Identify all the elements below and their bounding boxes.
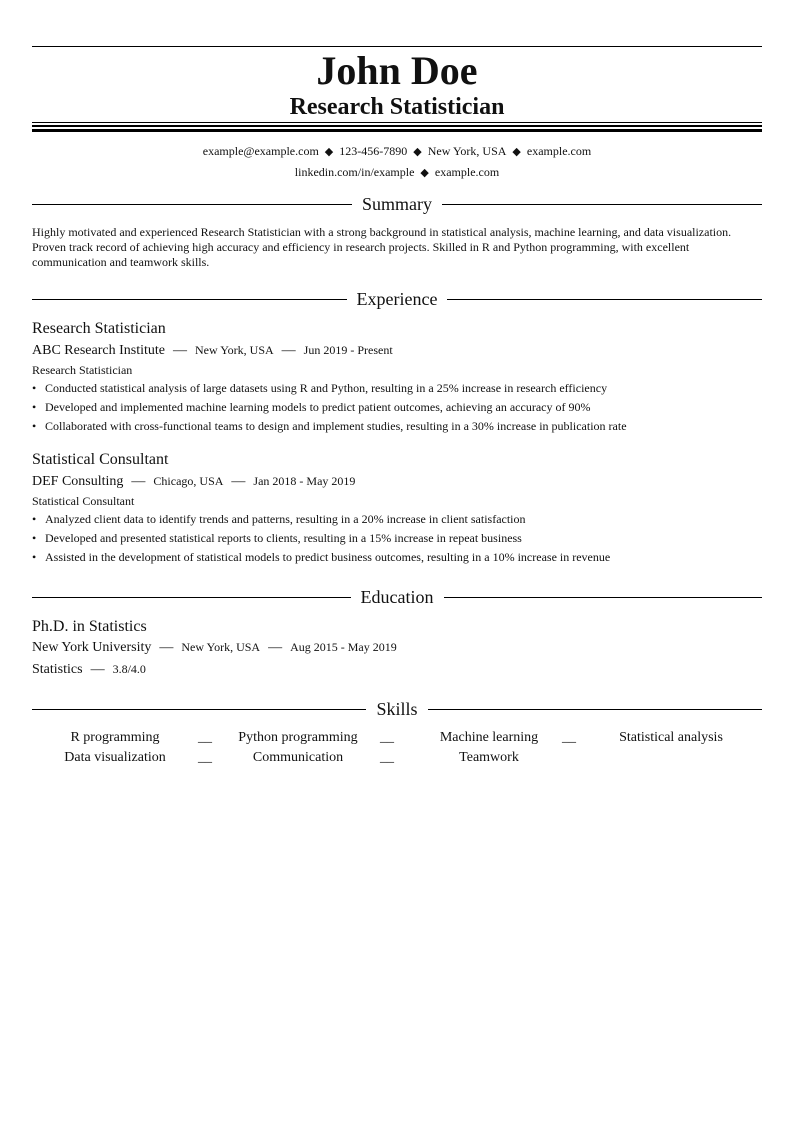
- job-role: Research Statistician: [32, 320, 166, 337]
- job-org-line: [32, 341, 762, 360]
- bullet-text: Assisted in the development of statistical models to predict business outcomes, resulting in a 10% increase in revenue: [45, 550, 611, 564]
- list-item: [32, 530, 762, 546]
- heading-rule: [32, 709, 366, 710]
- dash-separator: —: [281, 343, 296, 358]
- dash-separator: —: [131, 474, 146, 489]
- bullet-text: Conducted statistical analysis of large datasets using R and Python, resulting in a 25% increase in research efficiency: [45, 381, 608, 395]
- skills-row: [32, 728, 762, 748]
- bullet-text: Collaborated with cross-functional teams to design and implement studies, resulting in a 30% increase in publication rate: [45, 419, 627, 433]
- top-rule: [32, 46, 762, 47]
- list-item: [32, 399, 762, 415]
- skill-item: R programming: [70, 730, 160, 745]
- diamond-icon: ◆: [413, 146, 422, 158]
- dash-separator: —: [231, 474, 246, 489]
- skill-item: Communication: [252, 750, 344, 765]
- dash-separator: —: [268, 640, 283, 655]
- skills-heading-label: Skills: [376, 699, 418, 719]
- skill-separator: __: [562, 730, 576, 745]
- skill-separator: __: [198, 750, 212, 765]
- bullet-icon: •: [32, 400, 37, 414]
- skill-separator: __: [380, 750, 394, 765]
- bullet-icon: •: [32, 550, 37, 564]
- edu-school-line: [32, 638, 762, 657]
- summary-heading: [32, 193, 762, 215]
- job-org-line: [32, 472, 762, 491]
- skills-row: [32, 748, 762, 768]
- bullet-icon: •: [32, 512, 37, 526]
- diamond-icon: ◆: [512, 146, 521, 158]
- edu-field-line: [32, 660, 762, 679]
- heading-rule: [32, 204, 352, 205]
- job-org: DEF Consulting: [32, 474, 124, 489]
- candidate-name: John Doe: [316, 48, 478, 93]
- contact-location: New York, USA: [427, 144, 507, 158]
- bullet-text: Developed and implemented machine learning models to predict patient outcomes, achieving an accuracy of 90%: [45, 400, 591, 414]
- summary-text: Highly motivated and experienced Research Statistician with a strong background in statistical analysis, machine learning, and data visualization. Proven track record of achieving high accuracy and efficiency in research projects. Skilled in R and Python programming, with excellent communication and teamwork skills.: [32, 225, 732, 269]
- job-bullets: [32, 380, 762, 434]
- dash-separator: —: [172, 343, 187, 358]
- job-org: ABC Research Institute: [32, 343, 165, 358]
- summary-heading-label: Summary: [362, 194, 432, 214]
- dash-separator: —: [90, 662, 105, 677]
- experience-heading-label: Experience: [356, 289, 438, 309]
- edu-school: New York University: [32, 640, 152, 655]
- heading-rule: [32, 299, 347, 300]
- skill-item: Statistical analysis: [619, 730, 723, 745]
- skill-separator: __: [198, 730, 212, 745]
- experience-heading: [32, 288, 762, 310]
- education-entry: [32, 617, 762, 679]
- edu-dates: Aug 2015 - May 2019: [290, 640, 397, 654]
- contact-email: example@example.com: [202, 144, 319, 158]
- heading-rule: [32, 597, 351, 598]
- job-location: New York, USA: [194, 343, 274, 357]
- bullet-icon: •: [32, 419, 37, 433]
- diamond-icon: ◆: [420, 167, 429, 179]
- bullet-icon: •: [32, 381, 37, 395]
- candidate-title: Research Statistician: [289, 94, 505, 120]
- job-location: Chicago, USA: [153, 474, 224, 488]
- contact-line-2: [32, 164, 762, 181]
- skill-item: Teamwork: [459, 750, 519, 765]
- bullet-text: Analyzed client data to identify trends and patterns, resulting in a 20% increase in client satisfaction: [45, 512, 526, 526]
- job-role: Statistical Consultant: [32, 451, 169, 468]
- job-subrole: Statistical Consultant: [32, 494, 135, 508]
- diamond-icon: ◆: [324, 146, 334, 158]
- heading-rule: [428, 709, 762, 710]
- skill-item: Machine learning: [439, 730, 539, 745]
- contact-linkedin: linkedin.com/in/example: [294, 165, 415, 179]
- edu-gpa: 3.8/4.0: [112, 662, 146, 676]
- heading-rule: [444, 597, 763, 598]
- header-rule-medium: [32, 125, 762, 127]
- job-dates: Jun 2019 - Present: [303, 343, 393, 357]
- job-entry: [32, 319, 762, 437]
- list-item: [32, 511, 762, 527]
- education-heading: [32, 586, 762, 608]
- contact-line-1: [32, 143, 762, 160]
- skill-item: Data visualization: [64, 750, 166, 765]
- skill-item: Python programming: [238, 730, 358, 745]
- edu-degree: Ph.D. in Statistics: [32, 618, 147, 635]
- skill-separator: __: [380, 730, 394, 745]
- contact-phone: 123-456-7890: [339, 144, 408, 158]
- list-item: [32, 549, 762, 565]
- header-rule-thick: [32, 129, 762, 132]
- job-bullets: [32, 511, 762, 565]
- bullet-icon: •: [32, 531, 37, 545]
- education-heading-label: Education: [360, 587, 434, 607]
- job-entry: [32, 450, 762, 568]
- list-item: [32, 380, 762, 396]
- dash-separator: —: [159, 640, 174, 655]
- skills-grid: [32, 728, 762, 768]
- list-item: [32, 418, 762, 434]
- header-rule-thin: [32, 122, 762, 123]
- skills-heading: [32, 698, 762, 720]
- job-dates: Jan 2018 - May 2019: [253, 474, 356, 488]
- contact-website-2: example.com: [434, 165, 500, 179]
- edu-field: Statistics: [32, 662, 83, 677]
- heading-rule: [447, 299, 762, 300]
- contact-website: example.com: [526, 144, 592, 158]
- job-subrole: Research Statistician: [32, 363, 133, 377]
- bullet-text: Developed and presented statistical reports to clients, resulting in a 15% increase in repeat business: [45, 531, 522, 545]
- edu-location: New York, USA: [181, 640, 261, 654]
- heading-rule: [442, 204, 762, 205]
